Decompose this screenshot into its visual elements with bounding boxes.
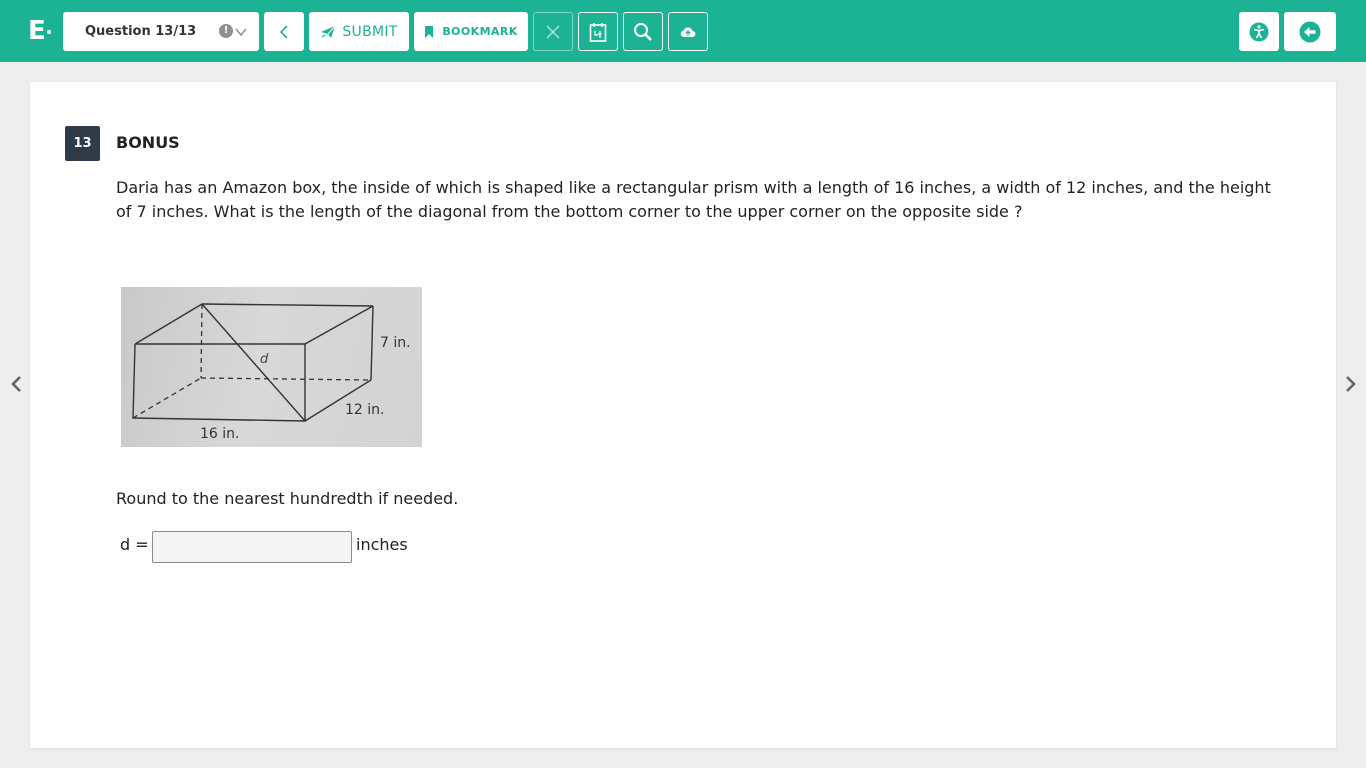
close-button[interactable] [533,12,573,51]
logo-dot [47,30,51,34]
answer-prefix-label: d = [120,535,149,554]
cloud-upload-icon [680,26,696,38]
alert-icon: ! [219,24,233,38]
answer-input[interactable] [152,531,352,563]
search-icon [633,22,653,42]
bookmark-icon [424,26,434,38]
rounding-instruction: Round to the nearest hundredth if needed. [116,489,459,508]
paper-plane-icon [320,25,336,39]
rectangular-prism-figure [121,287,422,447]
submit-button[interactable] [309,12,409,51]
question-selector[interactable] [63,12,259,51]
cloud-upload-button[interactable] [668,12,708,51]
next-question-arrow[interactable] [1344,376,1358,392]
question-title: BONUS [116,133,180,152]
search-button[interactable] [623,12,663,51]
question-number-badge: 13 [65,126,100,161]
bookmark-button[interactable] [414,12,528,51]
prism-diagram [121,287,422,447]
calendar-button[interactable] [578,12,618,51]
app-logo: E [28,16,46,46]
answer-unit-label: inches [356,535,408,554]
width-label: 12 in. [345,402,385,418]
accessibility-button[interactable] [1239,12,1279,51]
calendar-icon [589,22,607,42]
close-icon [545,24,561,40]
height-label: 7 in. [380,335,411,351]
bookmark-label: BOOKMARK [442,25,518,38]
question-text: Daria has an Amazon box, the inside of which is shaped like a rectangular prism with a length of 16 inches, a width of 12 inches, and the height of 7 inches. What is the length of the diagonal from the bottom corner to the upper corner on the opposite side ? [116,178,1271,221]
question-selector-label: Question 13/13 [85,24,197,39]
chevron-left-icon [278,25,290,39]
accessibility-icon [1249,22,1269,42]
previous-question-arrow[interactable] [9,376,23,392]
top-toolbar [0,0,1366,62]
exit-arrow-icon [1299,21,1321,43]
submit-label: SUBMIT [342,23,398,40]
diagonal-label: d [260,352,269,367]
previous-button[interactable] [264,12,304,51]
length-label: 16 in. [200,426,240,442]
chevron-down-icon [235,26,247,38]
exit-button[interactable] [1284,12,1336,51]
